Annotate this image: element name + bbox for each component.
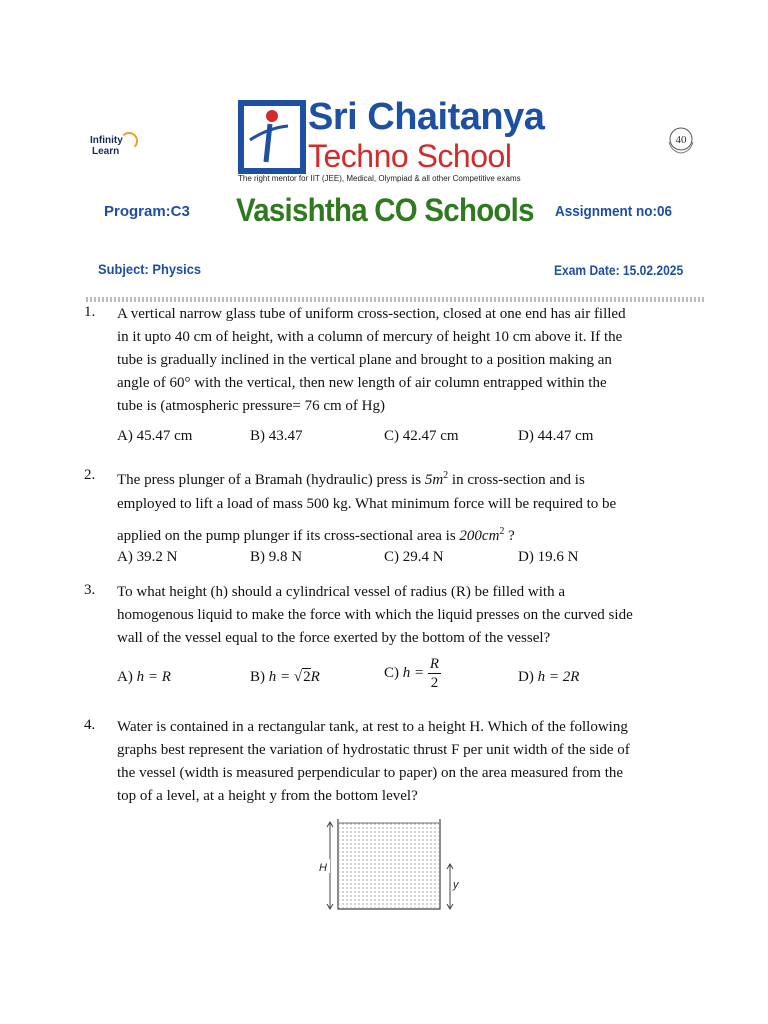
assignment-label: Assignment no:06	[555, 203, 673, 220]
brand-subname: Techno School	[308, 138, 512, 174]
math-rhs: R	[310, 669, 320, 685]
question-3-text	[117, 581, 689, 650]
question-1-text	[117, 303, 689, 418]
option-b: B) 43.47	[250, 428, 303, 444]
option-label: A)	[117, 669, 133, 685]
option-c: C) 42.47 cm	[384, 428, 459, 444]
height-label-y: y	[453, 879, 459, 891]
option-b: B) 9.8 N	[250, 549, 303, 565]
math-exponent: 2	[443, 470, 449, 481]
fraction-numerator: R	[429, 656, 440, 672]
text-span: applied on the pump plunger if its cross-sectional area is	[117, 528, 460, 544]
option-d: D) 44.47 cm	[518, 428, 594, 444]
question-number: 3.	[84, 582, 96, 598]
seal-text: 40	[675, 134, 687, 146]
header-divider	[86, 297, 704, 302]
option-c: C) 29.4 N	[384, 549, 444, 565]
brand-tagline: The right mentor for IIT (JEE), Medical, Olympiad & all other Competitive exams	[238, 174, 521, 183]
question-line: top of a level, at a height y from the bottom level?	[117, 788, 418, 804]
math-lhs: h =	[268, 669, 294, 685]
question-line: To what height (h) should a cylindrical vessel of radius (R) be filled with a	[117, 584, 566, 600]
sri-chaitanya-emblem-icon	[238, 100, 306, 174]
option-a: A) 45.47 cm	[117, 428, 193, 444]
math-expression: h = 2R	[537, 669, 580, 685]
option-a: A) 39.2 N	[117, 549, 178, 565]
anniversary-seal-icon	[666, 126, 696, 156]
question-2-text	[117, 462, 689, 550]
text-span: ?	[504, 528, 515, 544]
question-number: 4.	[84, 717, 96, 733]
option-d: D) 19.6 N	[518, 549, 579, 565]
subject-label: Subject: Physics	[98, 261, 202, 277]
option-c	[384, 655, 441, 692]
math-fraction	[428, 655, 441, 692]
math-area: 200cm	[459, 528, 500, 544]
school-title: Vasishtha CO Schools	[236, 192, 534, 228]
question-1-options	[0, 428, 768, 448]
question-line	[117, 518, 689, 550]
math-radicand: 2	[303, 669, 311, 685]
question-line: tube is gradually inclined in the vertical plane and brought to a position making an	[117, 352, 612, 368]
program-label: Program:C3	[104, 203, 190, 220]
question-number: 2.	[84, 467, 96, 483]
question-line: angle of 60° with the vertical, then new length of air column entrapped within the	[117, 375, 607, 391]
infinity-logo-line2: Learn	[92, 146, 120, 157]
infinity-learn-logo	[88, 130, 144, 160]
question-line: the vessel (width is measured perpendicular to paper) on the area measured from the	[117, 765, 624, 781]
option-b: B) h = √2R	[250, 669, 320, 685]
brand-name: Sri Chaitanya	[308, 96, 545, 138]
text-span: The press plunger of a Bramah (hydraulic) press is	[117, 472, 425, 488]
question-line: Water is contained in a rectangular tank, at rest to a height H. Which of the following	[117, 719, 628, 735]
question-line: A vertical narrow glass tube of uniform cross-section, closed at one end has air filled	[117, 306, 626, 322]
math-area: 5m	[424, 472, 444, 488]
infinity-arc-icon	[120, 132, 138, 150]
math-expression: h = R	[136, 669, 171, 685]
option-d	[518, 669, 579, 686]
math-exponent: 2	[499, 526, 505, 537]
question-line	[117, 462, 689, 494]
exam-date: Exam Date: 15.02.2025	[554, 262, 684, 278]
height-label-h: H	[319, 862, 327, 874]
option-label: B)	[250, 669, 265, 685]
option-label: C)	[384, 665, 399, 681]
option-label: D)	[518, 669, 534, 685]
question-number: 1.	[84, 304, 96, 320]
question-line: employed to lift a load of mass 500 kg. What minimum force will be required to be	[117, 496, 617, 512]
question-line: graphs best represent the variation of hydrostatic thrust F per unit width of the side of	[117, 742, 630, 758]
question-4-text	[117, 716, 689, 808]
infinity-logo-line1: Infinity	[90, 135, 123, 146]
math-lhs: h =	[402, 665, 428, 681]
question-line: tube is (atmospheric pressure= 76 cm of Hg)	[117, 398, 385, 414]
question-line: wall of the vessel equal to the force exerted by the bottom of the vessel?	[117, 630, 551, 646]
question-2-options	[0, 549, 768, 569]
fraction-denominator: 2	[430, 675, 439, 691]
question-3-options	[0, 655, 768, 705]
question-line: homogenous liquid to make the force with which the liquid presses on the curved side	[117, 607, 633, 623]
question-line: in it upto 40 cm of height, with a column of mercury of height 10 cm above it. If the	[117, 329, 623, 345]
text-span: in cross-section and is	[448, 472, 585, 488]
water-tank-figure	[310, 815, 460, 915]
option-a	[117, 669, 171, 686]
